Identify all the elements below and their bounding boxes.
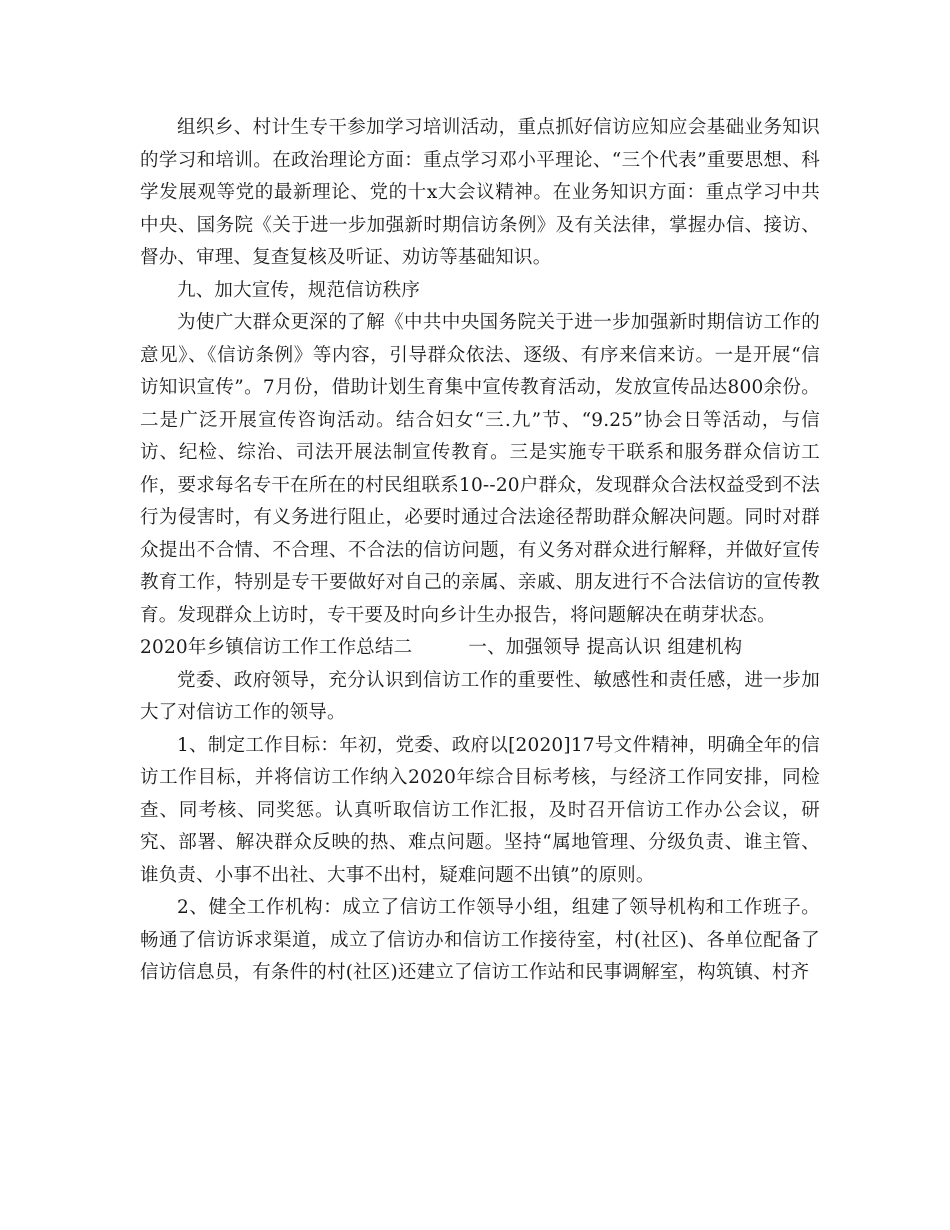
paragraph-work-goals: 1、制定工作目标：年初，党委、政府以[2020]17号文件精神，明确全年的信访工作目标，并将信访工作纳入2020年综合目标考核，与经济工作同安排，同检查、同考核、同奖惩。认真听取信访工作汇报，及时召开信访工作办公会议，研究、部署、解决群众反映的热、难点问题。坚持“属地管理、分级负责、谁主管、谁负责、小事不出社、大事不出村，疑难问题不出镇”的原则。 (140, 734, 820, 886)
section-heading-publicity: 九、加大宣传，规范信访秩序 (177, 279, 421, 301)
paragraph-study-training: 组织乡、村计生专干参加学习培训活动，重点抓好信访应知应会基础业务知识的学习和培训。在政治理论方面：重点学习邓小平理论、“三个代表”重要思想、科学发展观等党的最新理论、党的十x大会议精神。在业务知识方面：重点学习中共中央、国务院《关于进一步加强新时期信访条例》及有关法律，掌握办信、接访、督办、审理、复查复核及听证、劝访等基础知识。 (140, 117, 820, 268)
paragraph-work-organization: 2、健全工作机构：成立了信访工作领导小组，组建了领导机构和工作班子。畅通了信访诉求渠道，成立了信访办和信访工作接待室，村(社区)、各单位配备了信访信息员，有条件的村(社区)还建立了信访工作站和民事调解室，构筑镇、村齐 (140, 897, 820, 983)
document-page (140, 112, 820, 990)
paragraph-publicity: 为使广大群众更深的了解《中共中央国务院关于进一步加强新时期信访工作的意见》、《信访条例》等内容，引导群众依法、逐级、有序来信来访。一是开展“信访知识宣传”。7月份，借助计划生育集中宣传教育活动，发放宣传品达800余份。二是广泛开展宣传咨询活动。结合妇女“三.九”节、“9.25”协会日等活动，与信访、纪检、综治、司法开展法制宣传教育。三是实施专干联系和服务群众信访工作，要求每名专干在所在的村民组联系10--20户群众，发现群众合法权益受到不法行为侵害时，有义务进行阻止，必要时通过合法途径帮助群众解决问题。同时对群众提出不合情、不合理、不合法的信访问题，有义务对群众进行解释，并做好宣传教育工作，特别是专干要做好对自己的亲属、亲戚、朋友进行不合法信访的宣传教育。发现群众上访时，专干要及时向乡计生办报告，将问题解决在萌芽状态。 (140, 312, 820, 626)
paragraph-leadership: 党委、政府领导，充分认识到信访工作的重要性、敏感性和责任感，进一步加大了对信访工作的领导。 (140, 669, 820, 723)
document-title-line: 2020年乡镇信访工作工作总结二 一、加强领导 提高认识 组建机构 (140, 637, 743, 658)
